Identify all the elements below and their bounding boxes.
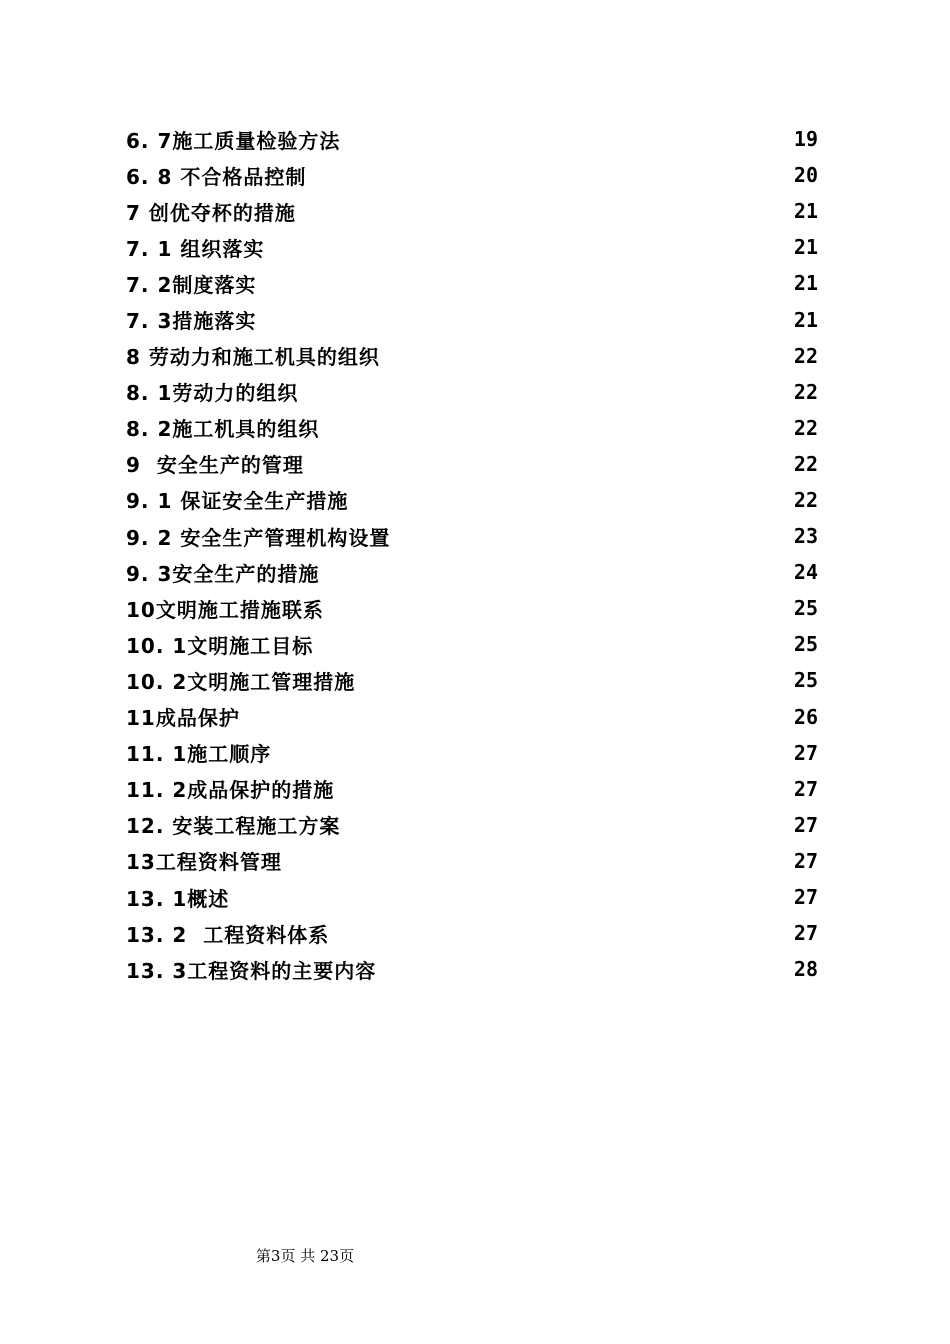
toc-entry-page: 27 <box>793 740 818 765</box>
toc-entry[interactable] <box>126 374 818 410</box>
toc-entry-title: 11. 1施工顺序 <box>126 742 272 767</box>
toc-entry-page: 25 <box>793 632 818 657</box>
toc-entry[interactable] <box>126 157 818 193</box>
toc-entry[interactable] <box>126 879 818 915</box>
toc-entry-page: 26 <box>793 704 818 729</box>
toc-entry[interactable] <box>126 735 818 771</box>
toc-entry-title: 7 创优夺杯的措施 <box>126 200 296 225</box>
toc-entry-title: 9. 3安全生产的措施 <box>126 561 320 586</box>
toc-entry-title: 9. 2 安全生产管理机构设置 <box>126 525 391 550</box>
toc-entry-page: 21 <box>793 235 818 260</box>
toc-entry-title: 7. 2制度落实 <box>126 272 257 297</box>
toc-entry-page: 22 <box>793 487 818 512</box>
toc-entry-title: 10文明施工措施联系 <box>126 597 324 622</box>
toc-entry-title: 9. 1 保证安全生产措施 <box>126 489 349 514</box>
toc-entry[interactable] <box>126 193 818 229</box>
toc-entry-title: 11成品保护 <box>126 706 240 731</box>
toc-entry-title: 6. 7施工质量检验方法 <box>126 128 341 153</box>
toc-entry-page: 27 <box>793 812 818 837</box>
toc-entry-title: 6. 8 不合格品控制 <box>126 164 307 189</box>
page-footer: 第3页 共 23页 <box>255 1247 355 1265</box>
toc-entry[interactable] <box>126 482 818 518</box>
toc-entry[interactable] <box>126 951 818 987</box>
toc-entry-title: 10. 2文明施工管理措施 <box>126 669 356 694</box>
toc-entry[interactable] <box>126 590 818 626</box>
toc-entry-page: 21 <box>793 271 818 296</box>
toc-entry-title: 8. 1劳动力的组织 <box>126 381 299 406</box>
toc-entry-title: 7. 1 组织落实 <box>126 236 265 261</box>
toc-entry-page: 25 <box>793 668 818 693</box>
toc-entry-page: 25 <box>793 596 818 621</box>
toc-entry-title: 8. 2施工机具的组织 <box>126 417 320 442</box>
toc-entry[interactable] <box>126 843 818 879</box>
table-of-contents <box>126 121 818 987</box>
toc-entry-page: 19 <box>793 127 818 152</box>
toc-entry-title: 13. 2 工程资料体系 <box>126 922 330 947</box>
toc-entry-title: 13工程资料管理 <box>126 850 282 875</box>
toc-entry[interactable] <box>126 518 818 554</box>
toc-entry-page: 22 <box>793 343 818 368</box>
toc-entry[interactable] <box>126 771 818 807</box>
toc-entry-page: 22 <box>793 415 818 440</box>
toc-entry-title: 7. 3措施落实 <box>126 309 257 334</box>
toc-entry-title: 9 安全生产的管理 <box>126 453 304 478</box>
toc-entry-title: 13. 3工程资料的主要内容 <box>126 958 377 983</box>
toc-entry-page: 21 <box>793 199 818 224</box>
toc-entry-page: 22 <box>793 379 818 404</box>
toc-entry[interactable] <box>126 338 818 374</box>
toc-entry[interactable] <box>126 662 818 698</box>
toc-entry-page: 20 <box>793 163 818 188</box>
toc-entry[interactable] <box>126 699 818 735</box>
toc-entry[interactable] <box>126 807 818 843</box>
toc-entry-title: 13. 1概述 <box>126 886 230 911</box>
toc-entry-page: 28 <box>793 957 818 982</box>
toc-entry[interactable] <box>126 626 818 662</box>
toc-entry-page: 27 <box>793 776 818 801</box>
toc-entry-title: 10. 1文明施工目标 <box>126 633 314 658</box>
toc-entry[interactable] <box>126 265 818 301</box>
toc-entry-page: 23 <box>793 524 818 549</box>
toc-entry[interactable] <box>126 915 818 951</box>
toc-entry[interactable] <box>126 446 818 482</box>
toc-entry[interactable] <box>126 554 818 590</box>
toc-entry[interactable] <box>126 410 818 446</box>
toc-entry-title: 8 劳动力和施工机具的组织 <box>126 345 380 370</box>
toc-entry-page: 21 <box>793 307 818 332</box>
toc-entry-page: 27 <box>793 921 818 946</box>
toc-entry-page: 27 <box>793 848 818 873</box>
toc-entry-title: 12. 安装工程施工方案 <box>126 814 341 839</box>
toc-entry-page: 24 <box>793 560 818 585</box>
toc-entry-page: 27 <box>793 885 818 910</box>
toc-entry[interactable] <box>126 121 818 157</box>
toc-entry[interactable] <box>126 229 818 265</box>
toc-entry-page: 22 <box>793 451 818 476</box>
toc-entry-title: 11. 2成品保护的措施 <box>126 778 335 803</box>
toc-entry[interactable] <box>126 301 818 337</box>
